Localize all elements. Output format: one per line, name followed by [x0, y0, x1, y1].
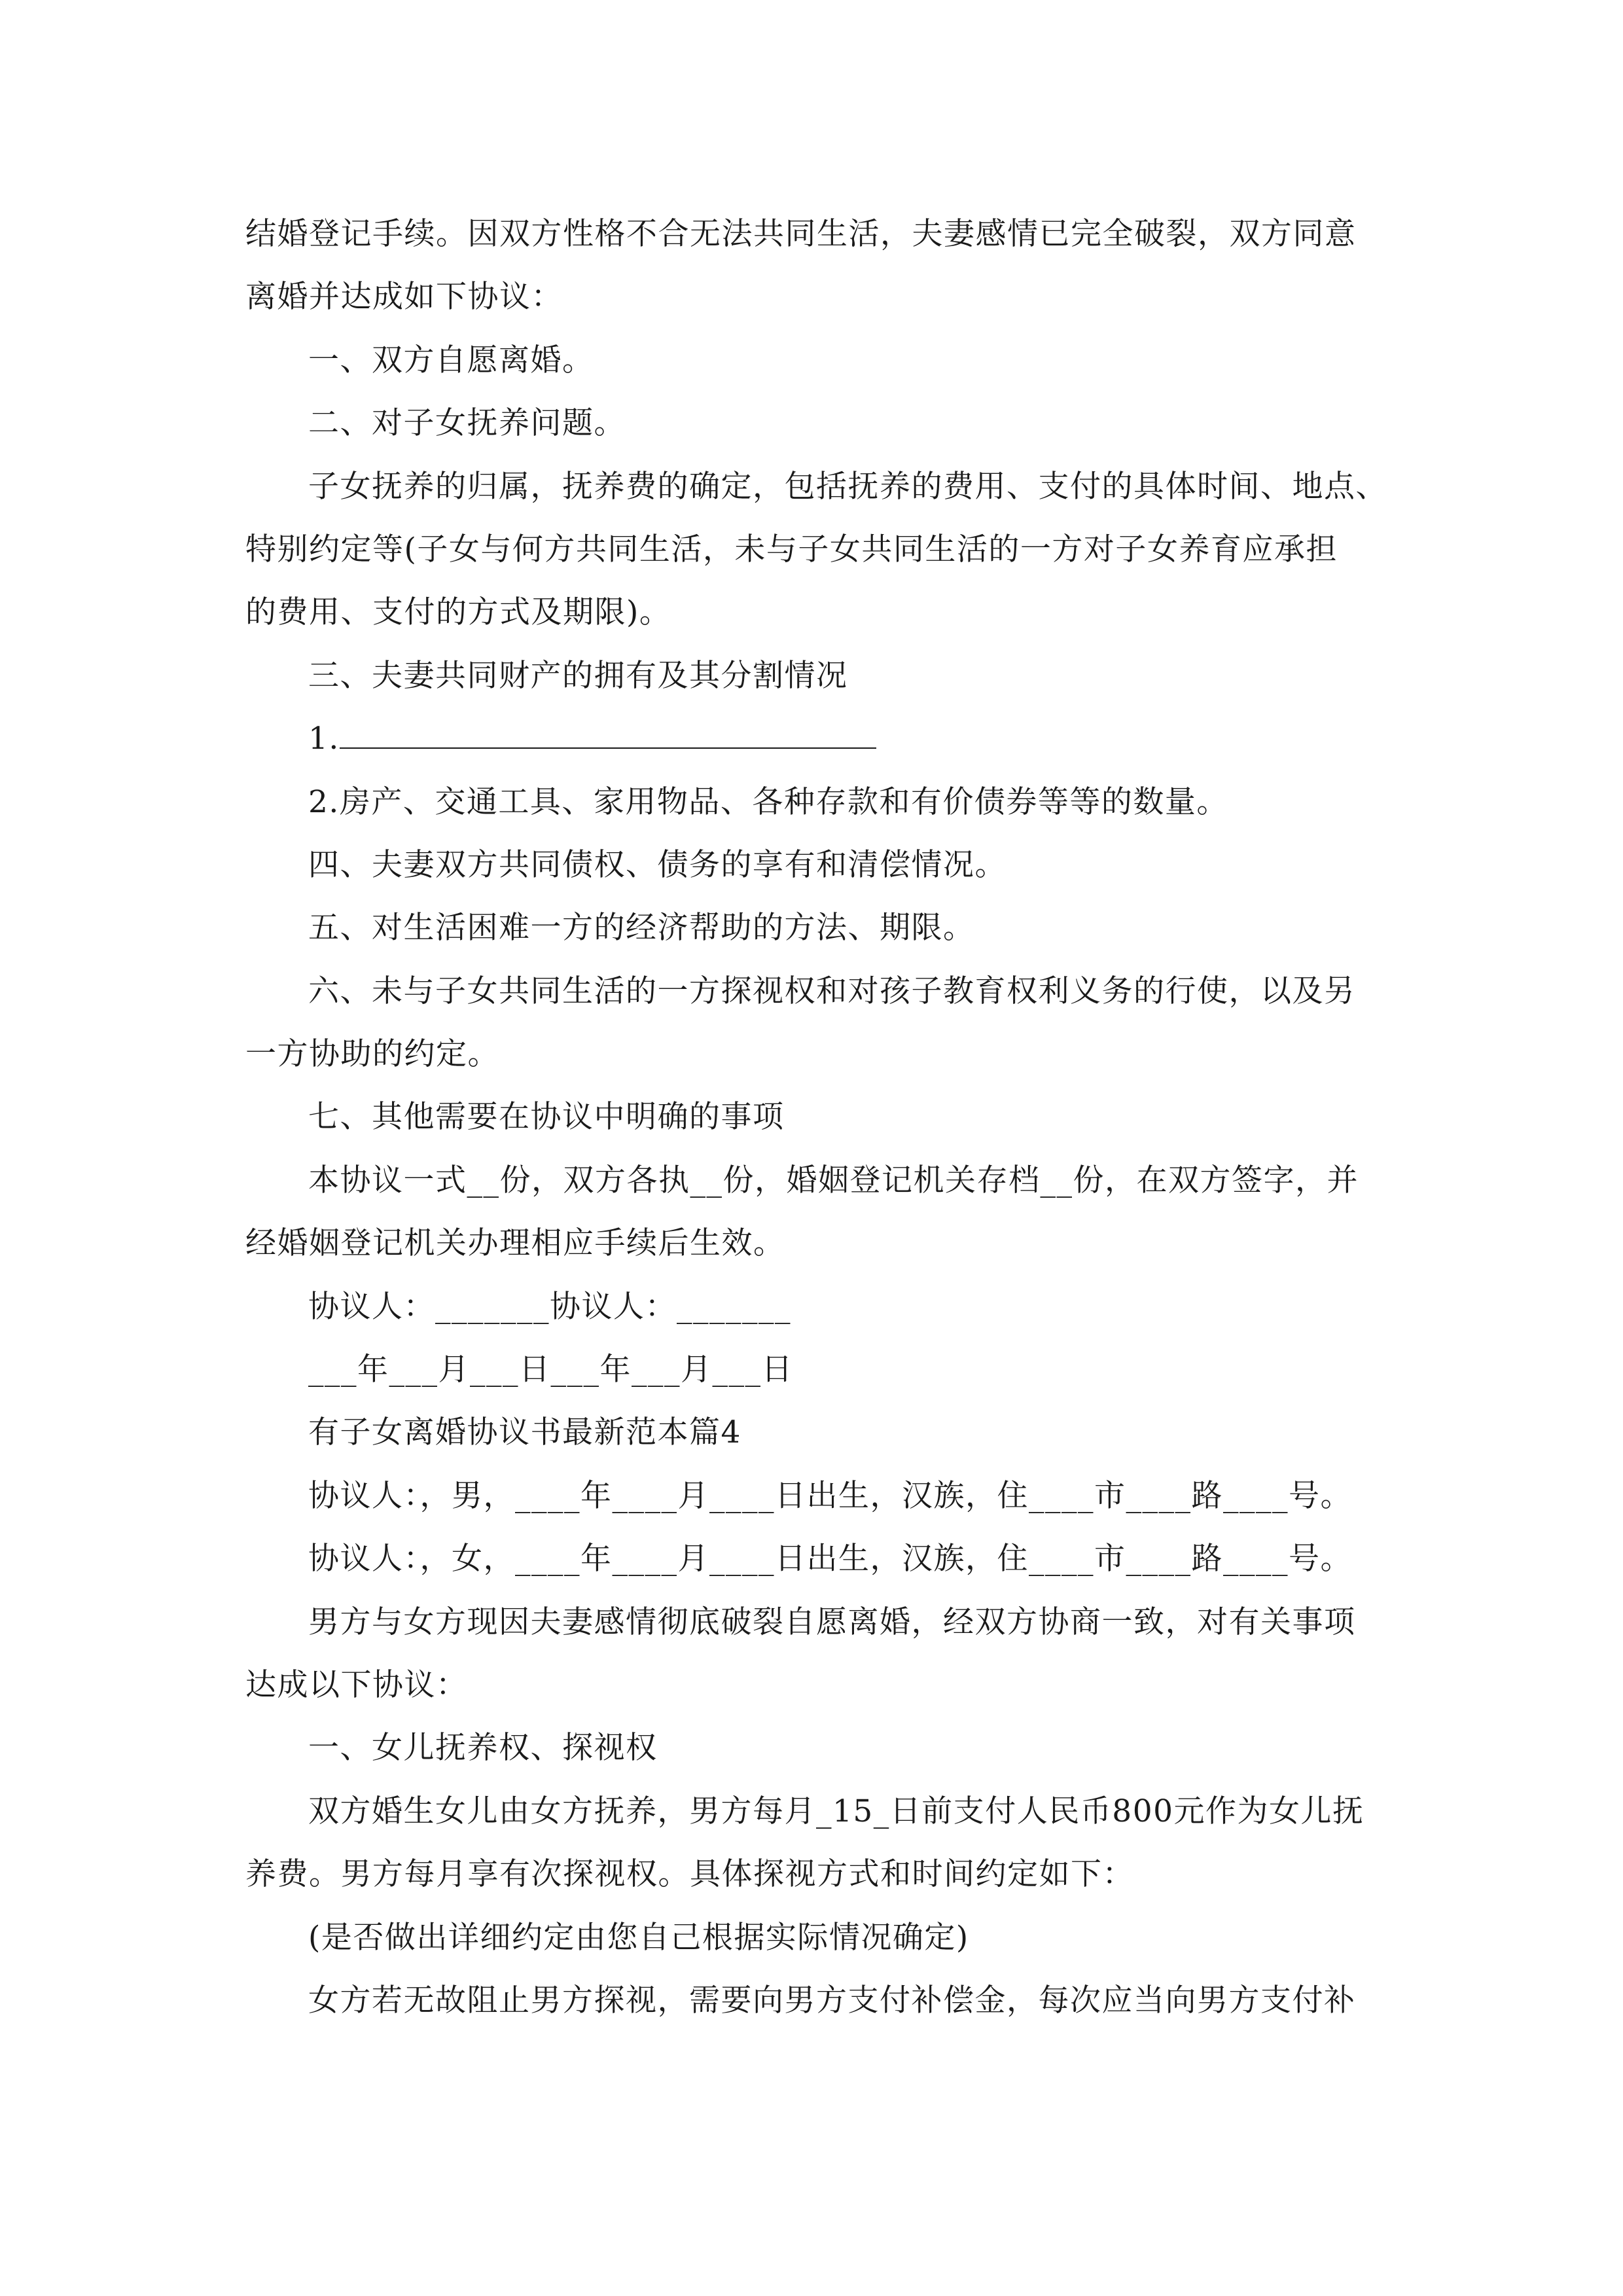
signature-line: 协议人：_______协议人：_______ [308, 1288, 791, 1325]
paragraph-line: 离婚并达成如下协议： [245, 279, 563, 315]
item-number: 1. [308, 721, 340, 757]
paragraph-line: 子女抚养的归属，抚养费的确定，包括抚养的费用、支付的具体时间、地点、 [308, 468, 1387, 505]
section-title: 有子女离婚协议书最新范本篇4 [308, 1414, 741, 1451]
paragraph-line: 2.房产、交通工具、家用物品、各种存款和有价债券等等的数量。 [308, 783, 1228, 820]
clause-heading: 五、对生活困难一方的经济帮助的方法、期限。 [308, 910, 975, 946]
paragraph-line: 双方婚生女儿由女方抚养，男方每月_15_日前支付人民币800元作为女儿抚 [308, 1793, 1364, 1829]
paragraph-line: 经婚姻登记机关办理相应手续后生效。 [245, 1225, 785, 1262]
party-info-line: 协议人：，女，____年____月____日出生，汉族，住____市____路____号。 [308, 1541, 1352, 1577]
clause-heading: 四、夫妻双方共同债权、债务的享有和清偿情况。 [308, 846, 1007, 883]
fill-in-item [245, 708, 1371, 770]
paragraph-line: 的费用、支付的方式及期限)。 [245, 594, 671, 631]
paragraph-line: 一方协助的约定。 [245, 1036, 499, 1073]
clause-heading: 七、其他需要在协议中明确的事项 [308, 1099, 785, 1136]
party-info-line: 协议人：，男，____年____月____日出生，汉族，住____市____路____号。 [308, 1477, 1352, 1514]
paragraph-line: 特别约定等(子女与何方共同生活，未与子女共同生活的一方对子女养育应承担 [245, 531, 1338, 567]
clause-heading: 一、女儿抚养权、探视权 [308, 1730, 658, 1767]
paragraph-line: 本协议一式__份，双方各执__份，婚姻登记机关存档__份，在双方签字，并 [308, 1162, 1359, 1198]
clause-heading: 一、双方自愿离婚。 [308, 342, 594, 378]
paragraph-line: 男方与女方现因夫妻感情彻底破裂自愿离婚，经双方协商一致，对有关事项 [308, 1604, 1356, 1640]
paragraph-line: 养费。男方每月享有次探视权。具体探视方式和时间约定如下： [245, 1856, 1134, 1893]
paragraph-line: 结婚登记手续。因双方性格不合无法共同生活，夫妻感情已完全破裂，双方同意 [245, 216, 1357, 252]
document-page [245, 203, 1387, 2032]
paragraph-line: (是否做出详细约定由您自己根据实际情况确定) [308, 1919, 969, 1956]
clause-heading: 二、对子女抚养问题。 [308, 405, 626, 442]
clause-heading: 六、未与子女共同生活的一方探视权和对孩子教育权利义务的行使，以及另 [308, 973, 1356, 1009]
clause-heading: 三、夫妻共同财产的拥有及其分割情况 [308, 657, 848, 694]
fill-in-blank [340, 734, 876, 749]
date-line: ___年___月___日___年___月___日 [308, 1352, 793, 1388]
paragraph-line: 达成以下协议： [245, 1666, 468, 1703]
paragraph-line: 女方若无故阻止男方探视，需要向男方支付补偿金，每次应当向男方支付补 [308, 1982, 1356, 2018]
